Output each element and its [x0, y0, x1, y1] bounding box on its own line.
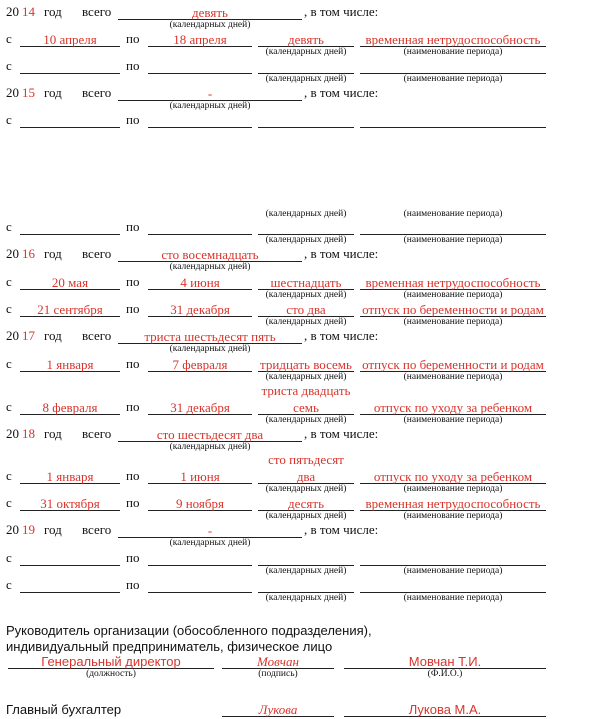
- period-name-caption: (наименование периода): [403, 74, 503, 84]
- year-suffix: 19: [22, 522, 35, 537]
- year-total-days: сто восемнадцать: [161, 247, 259, 262]
- head-signature: Мовчан: [257, 654, 299, 669]
- year-total-days: -: [207, 523, 213, 538]
- period-from: 10 апреля: [43, 32, 97, 47]
- period-name-caption: (наименование периода): [403, 290, 503, 300]
- period-name-caption: (наименование периода): [403, 511, 503, 521]
- days-caption: (календарных дней): [265, 209, 347, 219]
- from-label: с: [6, 577, 12, 592]
- to-label: по: [126, 399, 140, 414]
- year-total-days: триста шестьдесят пять: [144, 329, 276, 344]
- period-name-caption: (наименование периода): [403, 317, 503, 327]
- days-caption: (календарных дней): [265, 317, 347, 327]
- period-to: 1 июня: [180, 469, 220, 484]
- year-label: год: [44, 426, 62, 441]
- accountant-signature: Лукова: [258, 702, 298, 717]
- to-label: по: [126, 58, 140, 73]
- to-label: по: [126, 31, 140, 46]
- year-prefix: 20: [6, 85, 19, 100]
- total-days-caption: (календарных дней): [169, 442, 251, 452]
- including-label: , в том числе:: [304, 328, 379, 343]
- days-caption: (календарных дней): [265, 511, 347, 521]
- from-label: с: [6, 31, 12, 46]
- to-label: по: [126, 301, 140, 316]
- period-from: 1 января: [46, 469, 94, 484]
- to-label: по: [126, 495, 140, 510]
- to-label: по: [126, 550, 140, 565]
- year-total-days: -: [207, 86, 213, 101]
- year-prefix: 20: [6, 426, 19, 441]
- period-to-line: [148, 234, 252, 235]
- period-days: сто два: [286, 302, 326, 317]
- year-total-days: девять: [192, 5, 228, 20]
- period-to-line: [148, 592, 252, 593]
- head-fio: Мовчан Т.И.: [408, 654, 482, 669]
- days-caption: (календарных дней): [265, 566, 347, 576]
- period-from: 31 октября: [40, 496, 100, 511]
- fio-caption: (Ф.И.О.): [427, 669, 463, 679]
- signature-caption: (подпись): [258, 669, 298, 679]
- period-days: тридцать восемь: [260, 357, 352, 372]
- to-label: по: [126, 219, 140, 234]
- including-label: , в том числе:: [304, 426, 379, 441]
- period-days: десять: [287, 496, 325, 511]
- from-label: с: [6, 399, 12, 414]
- including-label: , в том числе:: [304, 85, 379, 100]
- total-label: всего: [82, 328, 112, 343]
- year-label: год: [44, 4, 62, 19]
- days-caption: (календарных дней): [265, 235, 347, 245]
- days-caption: (календарных дней): [265, 372, 347, 382]
- from-label: с: [6, 301, 12, 316]
- period-from-line: [20, 592, 120, 593]
- period-days: шестнадцать: [270, 275, 342, 290]
- days-caption: (календарных дней): [265, 593, 347, 603]
- period-days: девять: [288, 32, 324, 47]
- days-caption: (календарных дней): [265, 74, 347, 84]
- year-label: год: [44, 246, 62, 261]
- period-name-caption: (наименование периода): [403, 209, 503, 219]
- period-from: 21 сентября: [37, 302, 103, 317]
- year-prefix: 20: [6, 246, 19, 261]
- head-title-line2: индивидуальный предприниматель, физическое лицо: [6, 639, 333, 654]
- from-label: с: [6, 468, 12, 483]
- period-to: 31 декабря: [170, 302, 230, 317]
- period-from: 1 января: [46, 357, 94, 372]
- year-label: год: [44, 328, 62, 343]
- year-suffix: 16: [22, 246, 35, 261]
- days-caption: (календарных дней): [265, 415, 347, 425]
- total-label: всего: [82, 85, 112, 100]
- head-position: Генеральный директор: [41, 654, 181, 669]
- from-label: с: [6, 58, 12, 73]
- head-title-line1: Руководитель организации (обособленного подразделения),: [6, 623, 372, 638]
- to-label: по: [126, 577, 140, 592]
- period-name: отпуск по беременности и родам: [362, 302, 544, 317]
- period-from: 8 февраля: [42, 400, 98, 415]
- including-label: , в том числе:: [304, 246, 379, 261]
- to-label: по: [126, 468, 140, 483]
- from-label: с: [6, 356, 12, 371]
- year-prefix: 20: [6, 522, 19, 537]
- period-name-caption: (наименование периода): [403, 484, 503, 494]
- from-label: с: [6, 274, 12, 289]
- to-label: по: [126, 356, 140, 371]
- position-caption: (должность): [86, 669, 136, 679]
- year-label: год: [44, 85, 62, 100]
- including-label: , в том числе:: [304, 522, 379, 537]
- period-days-line1: сто пятьдесят: [268, 452, 344, 467]
- year-label: год: [44, 522, 62, 537]
- total-label: всего: [82, 246, 112, 261]
- from-label: с: [6, 219, 12, 234]
- period-name: временная нетрудоспособность: [365, 32, 541, 47]
- total-label: всего: [82, 4, 112, 19]
- period-name-line: [360, 127, 546, 128]
- period-to: 9 ноября: [175, 496, 225, 511]
- period-to-line: [148, 565, 252, 566]
- period-from-line: [20, 565, 120, 566]
- period-name-caption: (наименование периода): [403, 593, 503, 603]
- period-to: 4 июня: [180, 275, 220, 290]
- period-name: временная нетрудоспособность: [365, 275, 541, 290]
- to-label: по: [126, 112, 140, 127]
- year-suffix: 14: [22, 4, 35, 19]
- accountant-title: Главный бухгалтер: [6, 702, 122, 717]
- year-suffix: 15: [22, 85, 35, 100]
- period-from: 20 мая: [51, 275, 89, 290]
- year-suffix: 17: [22, 328, 35, 343]
- accountant-fio: Лукова М.А.: [408, 702, 482, 717]
- from-label: с: [6, 550, 12, 565]
- period-name: отпуск по беременности и родам: [362, 357, 544, 372]
- days-caption: (календарных дней): [265, 484, 347, 494]
- period-to-line: [148, 127, 252, 128]
- period-days-line1: триста двадцать: [261, 383, 351, 398]
- period-days: два: [296, 469, 316, 484]
- period-to-line: [148, 73, 252, 74]
- total-days-caption: (календарных дней): [169, 262, 251, 272]
- total-label: всего: [82, 426, 112, 441]
- period-name: временная нетрудоспособность: [365, 496, 541, 511]
- period-name-caption: (наименование периода): [403, 415, 503, 425]
- period-from-line: [20, 234, 120, 235]
- year-suffix: 18: [22, 426, 35, 441]
- year-prefix: 20: [6, 328, 19, 343]
- to-label: по: [126, 274, 140, 289]
- days-caption: (календарных дней): [265, 290, 347, 300]
- period-name-caption: (наименование периода): [403, 235, 503, 245]
- period-to: 7 февраля: [172, 357, 228, 372]
- total-days-caption: (календарных дней): [169, 344, 251, 354]
- period-name-caption: (наименование периода): [403, 372, 503, 382]
- period-to: 31 декабря: [170, 400, 230, 415]
- total-days-caption: (календарных дней): [169, 538, 251, 548]
- year-prefix: 20: [6, 4, 19, 19]
- days-caption: (календарных дней): [265, 47, 347, 57]
- including-label: , в том числе:: [304, 4, 379, 19]
- period-from-line: [20, 73, 120, 74]
- period-name-caption: (наименование периода): [403, 47, 503, 57]
- total-days-caption: (календарных дней): [169, 101, 251, 111]
- period-to: 18 апреля: [173, 32, 227, 47]
- period-from-line: [20, 127, 120, 128]
- period-name: отпуск по уходу за ребенком: [373, 469, 533, 484]
- period-name-caption: (наименование периода): [403, 566, 503, 576]
- period-days: семь: [293, 400, 319, 415]
- period-days-line: [258, 127, 354, 128]
- from-label: с: [6, 495, 12, 510]
- year-total-days: сто шестьдесят два: [156, 427, 264, 442]
- from-label: с: [6, 112, 12, 127]
- total-days-caption: (календарных дней): [169, 20, 251, 30]
- total-label: всего: [82, 522, 112, 537]
- period-name: отпуск по уходу за ребенком: [373, 400, 533, 415]
